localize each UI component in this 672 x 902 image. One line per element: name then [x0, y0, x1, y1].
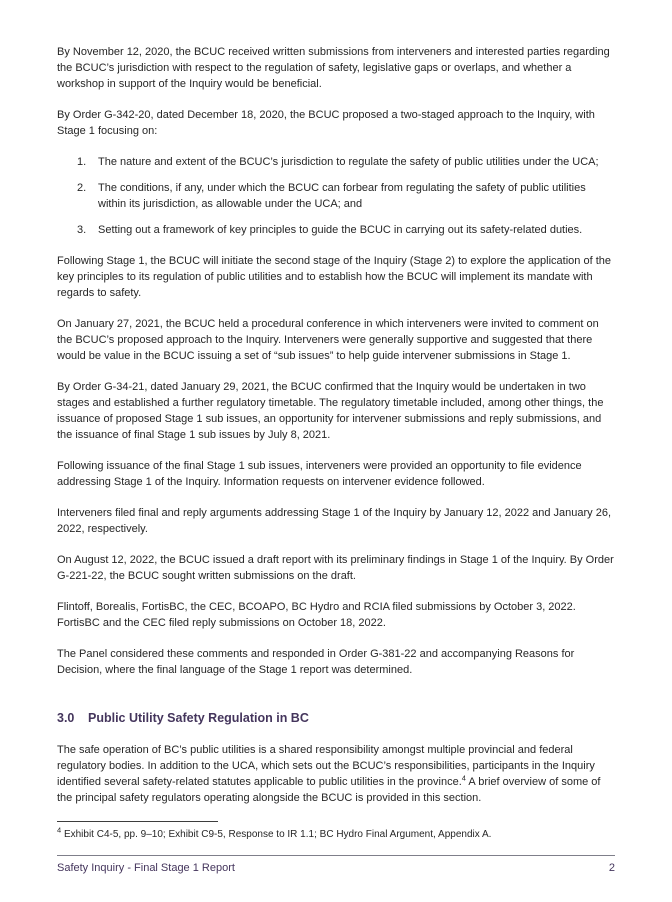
paragraph-safety-regulation-overview	[57, 742, 615, 806]
footer-document-title: Safety Inquiry - Final Stage 1 Report	[57, 862, 235, 874]
footnote-reference-4: 4	[461, 773, 466, 783]
paragraph-order-g-342-20: By Order G-342-20, dated December 18, 2020, the BCUC proposed a two-staged approach to the Inquiry, with Stage 1 focusing on:	[57, 109, 595, 137]
paragraph-submissions-nov-2020: By November 12, 2020, the BCUC received written submissions from interveners and interested parties regarding the BCUC’s jurisdiction with respect to the regulation of safety, legislative gaps or overlaps, and whether a workshop in support of the Inquiry would be beneficial.	[57, 46, 610, 90]
numbered-list-stage1-focus	[57, 154, 615, 238]
footnote-separator-rule	[57, 821, 218, 822]
footer-page-number: 2	[608, 862, 615, 874]
list-item-number: 1.	[77, 156, 87, 168]
list-item	[57, 180, 615, 212]
section-number: 3.0	[57, 711, 75, 725]
list-item-text: The conditions, if any, under which the BCUC can forbear from regulating the safety of public utilities within its jurisdiction, as allowable under the UCA; and	[98, 182, 586, 210]
paragraph-submissions-oct-2022: Flintoff, Borealis, FortisBC, the CEC, BCOAPO, BC Hydro and RCIA filed submissions by October 3, 2022. FortisBC and the CEC filed reply submissions on October 18, 2022.	[57, 601, 576, 629]
section-heading-3-0	[57, 710, 615, 727]
paragraph-text-after-footnote-ref: A brief overview of some of the principal safety regulators operating alongside the BCUC is provided in this section.	[57, 776, 601, 804]
footnote-marker-4: 4	[57, 825, 62, 835]
paragraph-order-g-34-21: By Order G-34-21, dated January 29, 2021, the BCUC confirmed that the Inquiry would be undertaken in two stages and established a further regulatory timetable. The regulatory timetable included, among other things, the issuance of proposed Stage 1 sub issues, an opportunity for intervener submissions and reply submissions, and the issuance of final Stage 1 sub issues by July 8, 2021.	[57, 381, 604, 441]
paragraph-procedural-conference: On January 27, 2021, the BCUC held a procedural conference in which interveners were invited to comment on the BCUC’s proposed approach to the Inquiry. Interveners were generally supportive and suggested that there would be value in the BCUC issuing a set of “sub issues” to help guide intervener submissions in Stage 1.	[57, 318, 599, 362]
paragraph-final-sub-issues: Following issuance of the final Stage 1 sub issues, interveners were provided an opportunity to file evidence addressing Stage 1 of the Inquiry. Information requests on intervener evidence followed.	[57, 460, 582, 488]
section-title: Public Utility Safety Regulation in BC	[88, 711, 309, 725]
paragraph-panel-response: The Panel considered these comments and responded in Order G-381-22 and accompanying Reasons for Decision, where the final language of the Stage 1 report was determined.	[57, 648, 575, 676]
list-item-text: Setting out a framework of key principles to guide the BCUC in carrying out its safety-related duties.	[98, 224, 583, 236]
list-item	[57, 154, 615, 170]
footnote-area	[57, 821, 615, 855]
list-item	[57, 222, 615, 238]
paragraph-text-before-footnote-ref: The safe operation of BC’s public utilities is a shared responsibility amongst multiple provincial and federal regulatory bodies. In addition to the UCA, which sets out the BCUC’s responsibilities, participants in the Inquiry identified several safety-related statutes applicable to public utilities in the province.	[57, 744, 595, 788]
page-footer	[57, 855, 615, 876]
list-item-number: 3.	[77, 224, 87, 236]
list-item-text: The nature and extent of the BCUC’s jurisdiction to regulate the safety of public utilities under the UCA;	[98, 156, 599, 168]
list-item-number: 2.	[77, 182, 87, 194]
paragraph-stage2-plan: Following Stage 1, the BCUC will initiate the second stage of the Inquiry (Stage 2) to explore the application of the key principles to its regulation of public utilities and to establish how the BCUC will implement its mandate with regards to safety.	[57, 255, 611, 299]
footnote-text-content: Exhibit C4-5, pp. 9–10; Exhibit C9-5, Response to IR 1.1; BC Hydro Final Argument, Appendix A.	[61, 829, 492, 840]
paragraph-draft-report: On August 12, 2022, the BCUC issued a draft report with its preliminary findings in Stage 1 of the Inquiry. By Order G-221-22, the BCUC sought written submissions on the draft.	[57, 554, 614, 582]
paragraph-final-reply-arguments: Interveners filed final and reply arguments addressing Stage 1 of the Inquiry by January 12, 2022 and January 26, 2022, respectively.	[57, 507, 612, 535]
footnote-4	[57, 825, 615, 842]
